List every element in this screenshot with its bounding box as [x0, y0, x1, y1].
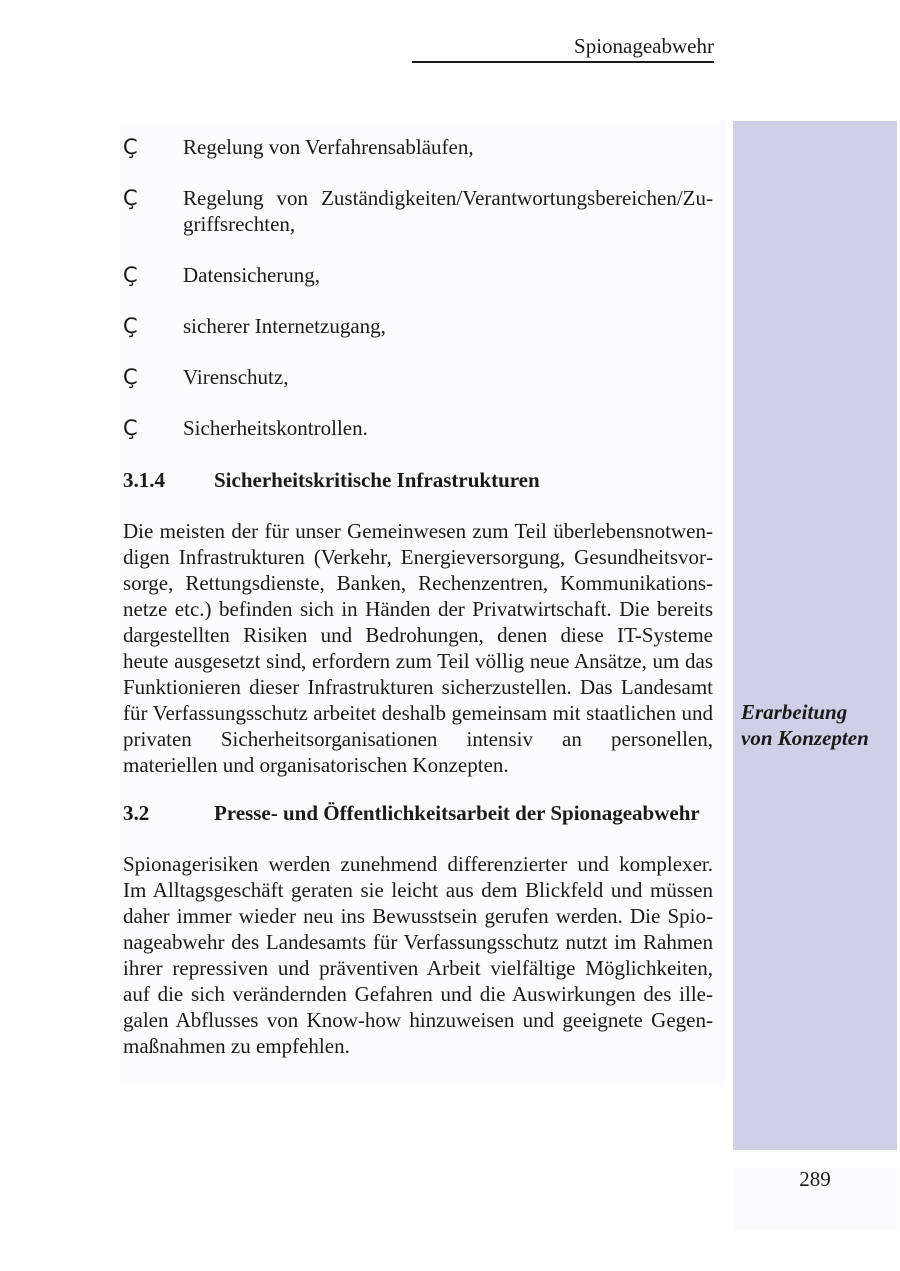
list-item	[123, 185, 713, 237]
margin-note	[741, 699, 896, 751]
list-item-text: Sicherheitskontrollen.	[183, 416, 368, 440]
bullet-icon: Ç	[123, 416, 138, 440]
list-item	[123, 415, 713, 441]
paragraph-infrastructures: Die meisten der für unser Gemeinwesen zum Teil überlebensnotwendigen Infrastrukturen (Verkehr, Energieversorgung, Gesundheitsvorsorge, Rettungsdienste, Banken, Rechenzentren, Kommunikationsnetze etc.) befinden sich in Händen der Privatwirtschaft. Die bereits dargestellten Risiken und Bedrohungen, denen diese IT-Systeme heute ausgesetzt sind, erfordern zum Teil völlig neue Ansätze, um das Funktionieren dieser Infrastrukturen sicherzustellen. Das Landesamt für Verfassungsschutz arbeitet deshalb gemeinsam mit staatlichen und privaten Sicherheitsorganisationen intensiv an personellen, materiellen und organisatorischen Konzepten.	[123, 519, 713, 777]
requirements-list	[123, 134, 713, 466]
section-title: Sicherheitskritische Infrastrukturen	[214, 468, 540, 492]
margin-sidebar	[733, 121, 897, 1150]
list-item-text: Regelung von Verfahrensabläufen,	[183, 135, 474, 159]
list-item	[123, 262, 713, 288]
list-item	[123, 313, 713, 339]
list-item	[123, 364, 713, 390]
list-item-text: sicherer Internetzugang,	[183, 314, 386, 338]
page-number: 289	[799, 1167, 831, 1191]
list-item-text: Datensicherung,	[183, 263, 321, 287]
bullet-icon: Ç	[123, 263, 138, 287]
bullet-icon: Ç	[123, 365, 138, 389]
bullet-icon: Ç	[123, 186, 138, 210]
bullet-icon: Ç	[123, 314, 138, 338]
list-item	[123, 134, 713, 160]
margin-note-line: von Konzepten	[741, 726, 869, 750]
running-header: Spionageabwehr	[412, 33, 714, 63]
section-number: 3.2	[123, 801, 150, 825]
list-item-text: Regelung von Zuständigkeiten/Verantwortungsbereichen/Zugriffsrechten,	[183, 186, 713, 236]
list-item-text: Virenschutz,	[183, 365, 289, 389]
section-heading-3-2	[123, 800, 713, 826]
section-number: 3.1.4	[123, 468, 165, 492]
section-heading-3-1-4	[123, 467, 713, 493]
margin-note-line: Erarbeitung	[741, 700, 848, 724]
section-title: Presse- und Öffentlichkeitsarbeit der Spionageabwehr	[214, 801, 700, 825]
paragraph-press-work: Spionagerisiken werden zunehmend differenzierter und komplexer. Im Alltagsgeschäft geraten sie leicht aus dem Blickfeld und müssen daher immer wieder neu ins Bewusstsein gerufen werden. Die Spionageabwehr des Landesamts für Verfassungsschutz nutzt im Rahmen ihrer repressiven und präventiven Arbeit vielfältige Möglichkeiten, auf die sich verändernden Gefahren und die Auswirkungen des illegalen Abflusses von Know-how hinzuweisen und geeignete Gegenmaßnahmen zu empfehlen.	[123, 852, 713, 1058]
bullet-icon: Ç	[123, 135, 138, 159]
